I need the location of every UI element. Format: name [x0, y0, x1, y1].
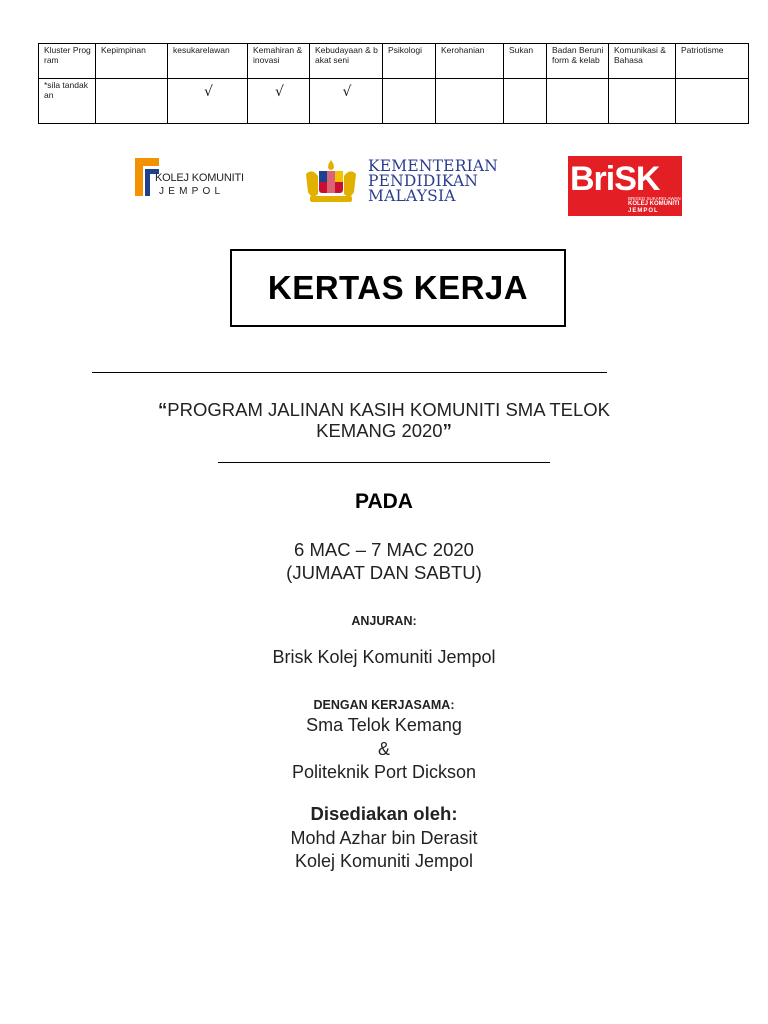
document-title-box — [230, 249, 566, 327]
cluster-header-cell: Kepimpinan — [96, 44, 168, 79]
pada-heading: PADA — [355, 490, 413, 513]
kementerian-pendidikan-logo — [300, 158, 510, 210]
kkj-logo-title: KOLEJ KOMUNITI — [155, 172, 244, 184]
partner-ampersand: & — [377, 739, 390, 759]
brisk-logo — [568, 156, 682, 216]
cluster-header-cell: Kemahiran & inovasi — [248, 44, 310, 79]
cluster-header-cell: kesukarelawan — [168, 44, 248, 79]
brisk-logo-word: BriSK — [570, 160, 660, 198]
cluster-mark-cell — [547, 79, 609, 124]
event-date: 6 MAC – 7 MAC 2020 — [294, 539, 474, 560]
title-underline-top — [92, 372, 607, 373]
title-underline-bottom — [218, 462, 550, 463]
cluster-header-cell: Patriotisme — [676, 44, 749, 79]
anjuran-label: ANJURAN: — [351, 614, 417, 628]
prepared-by-label: Disediakan oleh: — [310, 803, 458, 824]
partner-name: Politeknik Port Dickson — [291, 762, 477, 782]
program-title-line-2: KEMANG 2020 — [316, 420, 443, 441]
kpm-line-3: MALAYSIA — [368, 187, 456, 205]
kkj-logo-subtitle: JEMPOL — [159, 186, 225, 197]
cluster-mark-cell: √ — [310, 79, 383, 124]
cluster-header-row — [39, 44, 749, 79]
cluster-header-cell: Komunikasi & Bahasa — [609, 44, 676, 79]
cluster-mark-cell: √ — [248, 79, 310, 124]
kolej-komuniti-jempol-logo — [135, 156, 255, 201]
cluster-mark-cell: √ — [168, 79, 248, 124]
brisk-logo-tagline: BRIGED SUKARELAWAN — [628, 196, 681, 201]
cluster-mark-cell — [383, 79, 436, 124]
cluster-table — [38, 43, 749, 124]
program-title-line-1: PROGRAM JALINAN KASIH KOMUNITI SMA TELOK — [167, 399, 610, 420]
cluster-mark-cell — [504, 79, 547, 124]
cluster-mark-cell — [96, 79, 168, 124]
cluster-mark-cell — [676, 79, 749, 124]
document-title: KERTAS KERJA — [267, 269, 529, 306]
partner-name: Sma Telok Kemang — [306, 715, 462, 735]
kerjasama-label: DENGAN KERJASAMA: — [313, 698, 455, 712]
cluster-header-cell: Kluster Program — [39, 44, 96, 79]
coat-of-arms-icon — [300, 158, 362, 208]
prepared-by-institution: Kolej Komuniti Jempol — [294, 851, 474, 871]
prepared-by-name: Mohd Azhar bin Derasit — [290, 828, 478, 848]
open-quote: “ — [158, 399, 168, 420]
brisk-logo-tagline: JEMPOL — [628, 208, 659, 214]
brisk-logo-tagline: KOLEJ KOMUNITI — [628, 201, 680, 207]
cluster-mark-cell — [609, 79, 676, 124]
kpm-line-1: KEMENTERIAN — [368, 157, 499, 175]
cluster-header-cell: Psikologi — [383, 44, 436, 79]
organizer-name: Brisk Kolej Komuniti Jempol — [272, 647, 496, 667]
close-quote: ” — [442, 420, 452, 441]
cluster-mark-row — [39, 79, 749, 124]
cluster-header-cell: Badan Beruniform & kelab — [547, 44, 609, 79]
cluster-header-cell: Sukan — [504, 44, 547, 79]
program-title — [0, 399, 768, 441]
cluster-mark-cell — [436, 79, 504, 124]
cluster-row-label: *sila tandakan — [39, 79, 96, 124]
cluster-header-cell: Kebudayaan & bakat seni — [310, 44, 383, 79]
event-days: (JUMAAT DAN SABTU) — [286, 562, 482, 583]
cluster-header-cell: Kerohanian — [436, 44, 504, 79]
kpm-line-2: PENDIDIKAN — [368, 172, 479, 190]
